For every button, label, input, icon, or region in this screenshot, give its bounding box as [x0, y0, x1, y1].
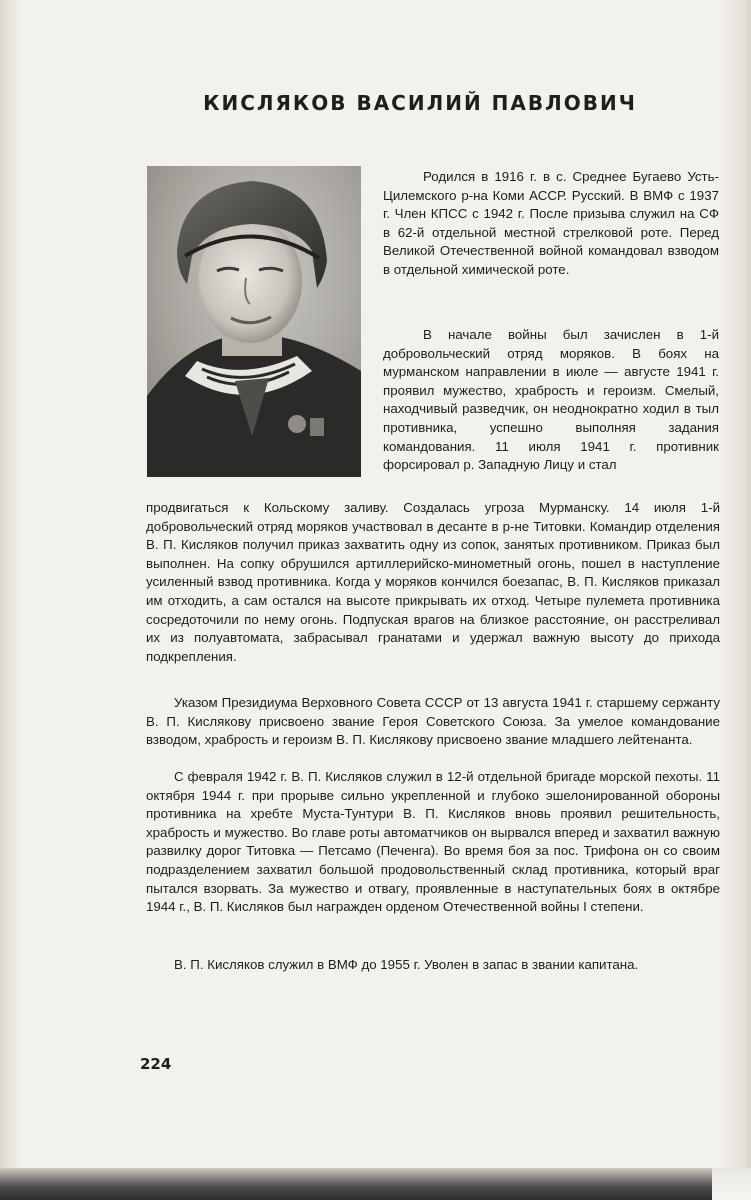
- page-title: КИСЛЯКОВ ВАСИЛИЙ ПАВЛОВИЧ: [203, 91, 637, 115]
- page-spine-shadow: [0, 0, 22, 1200]
- paragraph-war-start: В начале войны был зачислен в 1-й добровольческий отряд моряков. В боях на мурманском направлении в июле — августе 1941 г. проявил мужество, храбрость и героизм. Смелый, находчивый разведчик, он неоднократно ходил в тыл противника, успешно выполняя задания командования. 11 июля 1941 г. противник форсировал р. Западную Лицу и стал: [383, 327, 719, 473]
- paragraph-hero-decree: Указом Президиума Верховного Совета СССР от 13 августа 1941 г. старшему сержанту В. П. Кислякову присвоено звание Героя Советского Союза. За умелое командование взводом, храбрость и героизм В. П. Кислякову присвоено звание младшего лейтенанта.: [146, 695, 720, 748]
- paragraph-biography-intro: Родился в 1916 г. в с. Среднее Бугаево Усть-Цилемского р-на Коми АССР. Русский. В ВМФ с 1937 г. Член КПСС с 1942 г. После призыва служил на СФ в 62-й отдельной местной стрелковой роте. Перед Великой Отечественной войной командовал взводом в отдельной химической роте.: [383, 169, 719, 277]
- paragraph-discharge: В. П. Кисляков служил в ВМФ до 1955 г. Уволен в запас в звании капитана.: [174, 957, 639, 972]
- portrait-photo: [147, 166, 361, 477]
- paragraph-marine-brigade: С февраля 1942 г. В. П. Кисляков служил в 12-й отдельной бригаде морской пехоты. 11 октября 1944 г. при прорыве сильно укрепленной и глубоко эшелонированной обороны противника на хребте Муста-Тунтури В. П. Кисляков вновь проявил решительность, храбрость и мужество. Во главе роты автоматчиков он вырвался вперед и захватил важную развилку дорог Титовка — Петсамо (Печенга). Во время боя за пос. Трифона он со своим подразделением захватил большой продовольственный склад противника, который враг пытался взорвать. За мужество и отвагу, проявленные в наступательных боях в октябре 1944 г., В. П. Кисляков был награжден орденом Отечественной войны I степени.: [146, 769, 720, 915]
- paragraph-war-start-continued: продвигаться к Кольскому заливу. Создалась угроза Мурманску. 14 июля 1-й добровольческий отряд моряков участвовал в десанте в р-не Титовки. Командир отделения В. П. Кисляков получил приказ захватить одну из сопок, занятых противником. Приказ был выполнен. На сопку обрушился артиллерийско-минометный огонь, пошел в наступление усиленный взвод противника. Когда у моряков кончился боезапас, В. П. Кисляков приказал им отходить, а сам остался на высоте прикрывать их отход. Четыре пулемета противника сосредоточили по нему огонь. Подпуская врагов на близкое расстояние, он расстреливал их из полуавтомата, забрасывал гранатами и удержал важную высоту до прихода подкрепления.: [146, 500, 720, 664]
- page-edge-shadow: [717, 0, 751, 1200]
- scan-bottom-corner: [712, 1168, 751, 1200]
- scan-bottom-edge: [0, 1168, 751, 1200]
- page-number: 224: [140, 1055, 172, 1073]
